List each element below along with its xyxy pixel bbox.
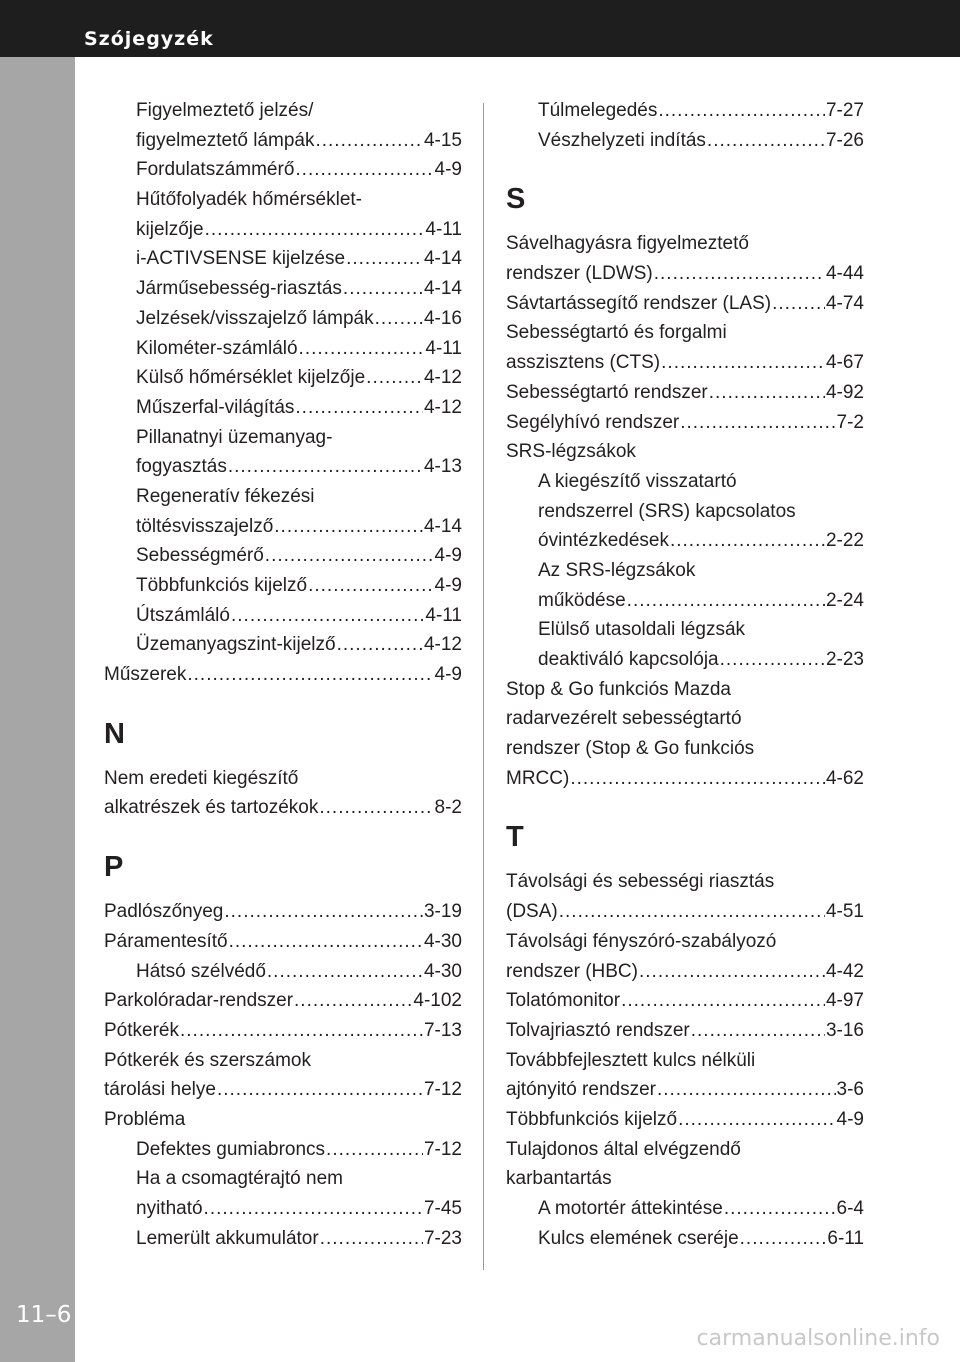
leader-dots (308, 571, 433, 601)
entry-text: Fordulatszámmérő (136, 159, 295, 181)
entry-text: Nem eredeti kiegészítő (104, 767, 299, 789)
entry-page-ref: 7-2 (836, 411, 864, 433)
index-entry (506, 348, 864, 378)
entry-text: Parkolóradar-rendszer (104, 990, 294, 1012)
index-subentry (104, 334, 462, 364)
header-bar (0, 0, 960, 57)
entry-text: Külső hőmérséklet kijelzője (136, 367, 366, 389)
index-column-left (104, 96, 462, 1253)
index-entry (506, 1075, 864, 1105)
index-subentry (506, 526, 864, 556)
entry-text: Műszerfal-világítás (136, 396, 295, 418)
entry-page-ref: 4-92 (825, 381, 864, 403)
index-entry (104, 927, 462, 957)
leader-dots (654, 259, 825, 289)
index-subentry (506, 1224, 864, 1254)
entry-text: Túlmelegedés (538, 100, 658, 121)
index-subentry (104, 1164, 462, 1194)
leader-dots (375, 304, 423, 334)
entry-page-ref: 7-12 (423, 1079, 462, 1101)
leader-dots (639, 957, 825, 987)
entry-text: Távolsági és sebességi riasztás (506, 871, 775, 893)
index-letter-heading: N (104, 717, 125, 750)
entry-text: Jelzések/visszajelző lámpák (136, 307, 374, 329)
entry-page-ref: 7-27 (825, 100, 864, 121)
index-subentry (104, 571, 462, 601)
leader-dots (740, 1224, 827, 1254)
entry-text: i-ACTIVSENSE kijelzése (136, 248, 346, 270)
entry-text: Elülső utasoldali légzsák (538, 619, 746, 641)
index-letter-heading: P (104, 851, 124, 884)
index-subentry (506, 586, 864, 616)
index-entry (506, 867, 864, 897)
entry-text: karbantartás (506, 1168, 612, 1190)
entry-page-ref: 4-62 (825, 767, 864, 789)
index-subentry (506, 615, 864, 645)
leader-dots (346, 244, 423, 274)
index-subentry (104, 215, 462, 245)
index-entry (506, 927, 864, 957)
entry-page-ref: 7-12 (423, 1138, 462, 1160)
leader-dots (204, 1194, 423, 1224)
leader-dots (229, 927, 423, 957)
leader-dots (709, 378, 825, 408)
index-subentry (104, 541, 462, 571)
index-subentry (104, 244, 462, 274)
entry-page-ref: 4-15 (423, 129, 462, 151)
entry-page-ref: 7-26 (825, 129, 864, 151)
index-entry (506, 1046, 864, 1076)
entry-text: Pillanatnyi üzemanyag- (136, 426, 333, 448)
index-subentry (506, 556, 864, 586)
leader-dots (205, 215, 425, 245)
entry-text: Páramentesítő (104, 930, 228, 952)
entry-page-ref: 4-9 (434, 159, 462, 181)
column-divider (483, 103, 484, 1270)
leader-dots (231, 601, 424, 631)
index-entry (506, 1135, 864, 1165)
entry-text: Lemerült akkumulátor (136, 1227, 319, 1249)
index-entry (104, 764, 462, 794)
entry-page-ref: 4-9 (434, 664, 462, 686)
index-subentry (104, 185, 462, 215)
entry-text: Sávelhagyásra figyelmeztető (506, 233, 749, 255)
index-entry (506, 897, 864, 927)
entry-page-ref: 3-19 (423, 901, 462, 923)
leader-dots (217, 1075, 423, 1105)
index-entry (104, 1075, 462, 1105)
entry-text: tárolási helye (104, 1079, 216, 1101)
index-subentry (104, 126, 462, 156)
entry-page-ref: 4-42 (825, 960, 864, 982)
entry-text: (DSA) (506, 901, 558, 923)
leader-dots (720, 645, 825, 675)
index-entry (104, 986, 462, 1016)
entry-text: rendszer (HBC) (506, 960, 638, 982)
entry-text: Útszámláló (136, 604, 230, 626)
leader-dots (680, 408, 835, 438)
index-entry (506, 986, 864, 1016)
entry-text: Sebességtartó és forgalmi (506, 322, 727, 344)
leader-dots (180, 1016, 423, 1046)
entry-page-ref: 6-4 (836, 1198, 864, 1219)
entry-text: A motortér áttekintése (538, 1198, 723, 1219)
index-subentry (104, 630, 462, 660)
entry-page-ref: 4-14 (423, 248, 462, 270)
index-entry (506, 1016, 864, 1046)
entry-text: működése (538, 589, 626, 611)
index-entry (506, 1164, 864, 1194)
index-entry (506, 675, 864, 705)
entry-text: Sávtartássegítő rendszer (LAS) (506, 292, 772, 314)
entry-text: Üzemanyagszint-kijelző (136, 634, 336, 656)
index-subentry (506, 126, 864, 156)
leader-dots (772, 289, 825, 319)
index-subentry (104, 304, 462, 334)
index-subentry (104, 423, 462, 453)
index-subentry (104, 957, 462, 987)
page-number: 11–6 (16, 1302, 72, 1328)
entry-text: Probléma (104, 1108, 186, 1130)
index-subentry (104, 155, 462, 185)
entry-text: Kilométer-számláló (136, 337, 298, 359)
entry-page-ref: 4-74 (825, 292, 864, 314)
leader-dots (691, 1016, 825, 1046)
entry-page-ref: 4-16 (423, 307, 462, 329)
entry-page-ref: 4-97 (825, 990, 864, 1012)
entry-page-ref: 4-14 (423, 515, 462, 537)
entry-text: Távolsági fényszóró-szabályozó (506, 930, 777, 952)
entry-page-ref: 7-23 (423, 1227, 462, 1249)
index-entry (104, 1105, 462, 1135)
leader-dots (343, 274, 423, 304)
entry-page-ref: 4-9 (434, 575, 462, 596)
index-letter-heading: T (506, 821, 524, 854)
entry-text: kijelzője (136, 218, 204, 240)
entry-text: SRS-légzsákok (506, 441, 636, 463)
entry-text: Műszerek (104, 664, 187, 686)
section-title: Szójegyzék (84, 28, 214, 50)
watermark: carmanualsonline.info (696, 1326, 940, 1351)
entry-page-ref: 4-14 (423, 278, 462, 300)
entry-page-ref: 4-12 (423, 634, 462, 656)
entry-text: radarvezérelt sebességtartó (506, 708, 742, 730)
leader-dots (670, 526, 825, 556)
leader-dots (187, 660, 433, 690)
leader-dots (658, 96, 825, 126)
leader-dots (627, 586, 825, 616)
entry-page-ref: 4-30 (423, 930, 462, 952)
leader-dots (295, 155, 433, 185)
entry-text: asszisztens (CTS) (506, 352, 661, 374)
leader-dots (621, 986, 825, 1016)
index-entry (506, 318, 864, 348)
entry-page-ref: 8-2 (434, 797, 462, 819)
index-subentry (104, 512, 462, 542)
entry-text: Regeneratív fékezési (136, 485, 315, 507)
entry-page-ref: 4-51 (825, 901, 864, 923)
index-entry (506, 764, 864, 794)
entry-text: rendszer (LDWS) (506, 263, 653, 285)
index-subentry (104, 1224, 462, 1254)
leader-dots (267, 957, 423, 987)
side-tab (0, 57, 75, 1362)
entry-page-ref: 3-6 (836, 1079, 864, 1101)
entry-text: Ha a csomagtérajtó nem (136, 1168, 343, 1190)
entry-text: MRCC) (506, 767, 570, 789)
index-subentry (104, 452, 462, 482)
entry-page-ref: 6-11 (827, 1227, 864, 1249)
entry-page-ref: 4-11 (425, 337, 462, 359)
entry-page-ref: 7-45 (423, 1198, 462, 1219)
leader-dots (707, 126, 825, 156)
leader-dots (570, 764, 825, 794)
entry-text: Többfunkciós kijelző (506, 1108, 678, 1130)
index-column-right (506, 96, 864, 1253)
index-entry (506, 289, 864, 319)
index-entry (506, 259, 864, 289)
index-entry (506, 408, 864, 438)
entry-text: ajtónyitó rendszer (506, 1079, 656, 1101)
leader-dots (724, 1194, 836, 1224)
entry-text: fogyasztás (136, 456, 227, 478)
leader-dots (559, 897, 825, 927)
leader-dots (265, 541, 434, 571)
entry-text: Továbbfejlesztett kulcs nélküli (506, 1049, 756, 1071)
index-entry (506, 378, 864, 408)
leader-dots (299, 334, 425, 364)
index-entry (104, 660, 462, 690)
entry-text: Pótkerék (104, 1019, 179, 1041)
leader-dots (657, 1075, 836, 1105)
entry-text: rendszer (Stop & Go funkciós (506, 738, 755, 760)
entry-text: A kiegészítő visszatartó (538, 470, 737, 492)
leader-dots (224, 897, 423, 927)
entry-page-ref: 7-13 (423, 1019, 462, 1041)
leader-dots (678, 1105, 835, 1135)
entry-text: Padlószőnyeg (104, 901, 224, 923)
leader-dots (319, 793, 433, 823)
leader-dots (315, 126, 423, 156)
entry-text: óvintézkedések (538, 530, 669, 552)
entry-page-ref: 2-22 (825, 530, 864, 552)
entry-page-ref: 4-9 (836, 1108, 864, 1130)
index-entry (506, 437, 864, 467)
leader-dots (274, 512, 423, 542)
index-subentry (506, 645, 864, 675)
entry-text: nyitható (136, 1198, 203, 1219)
leader-dots (337, 630, 423, 660)
entry-page-ref: 4-67 (825, 352, 864, 374)
entry-text: Sebességmérő (136, 545, 264, 567)
index-entry (104, 793, 462, 823)
entry-page-ref: 3-16 (825, 1019, 864, 1041)
leader-dots (661, 348, 825, 378)
entry-page-ref: 2-23 (825, 649, 864, 670)
index-entry (104, 1046, 462, 1076)
index-letter-heading: S (506, 183, 526, 216)
index-subentry (104, 601, 462, 631)
index-entry (506, 704, 864, 734)
entry-page-ref: 4-9 (434, 545, 462, 567)
index-subentry (104, 274, 462, 304)
entry-text: figyelmeztető lámpák (136, 129, 315, 151)
entry-text: Tulajdonos által elvégzendő (506, 1138, 741, 1160)
index-subentry (506, 497, 864, 527)
index-entry (506, 957, 864, 987)
entry-text: rendszerrel (SRS) kapcsolatos (538, 500, 796, 522)
leader-dots (320, 1224, 423, 1254)
index-subentry (104, 363, 462, 393)
entry-text: Segélyhívó rendszer (506, 411, 680, 433)
index-subentry (104, 1135, 462, 1165)
index-subentry (506, 1194, 864, 1224)
entry-page-ref: 4-12 (423, 396, 462, 418)
leader-dots (326, 1135, 423, 1165)
entry-text: Kulcs elemének cseréje (538, 1227, 739, 1249)
entry-text: Járműsebesség-riasztás (136, 278, 342, 300)
index-entry (104, 1016, 462, 1046)
entry-page-ref: 4-11 (425, 218, 462, 240)
index-entry (506, 229, 864, 259)
entry-text: töltésvisszajelző (136, 515, 274, 537)
entry-text: Sebességtartó rendszer (506, 381, 708, 403)
index-entry (506, 734, 864, 764)
index-entry (104, 897, 462, 927)
entry-text: Pótkerék és szerszámok (104, 1049, 311, 1071)
index-subentry (104, 482, 462, 512)
entry-page-ref: 4-44 (825, 263, 864, 285)
leader-dots (228, 452, 423, 482)
leader-dots (294, 986, 412, 1016)
entry-text: Hűtőfolyadék hőmérséklet- (136, 189, 362, 211)
entry-text: Figyelmeztető jelzés/ (136, 100, 314, 121)
index-subentry (104, 96, 462, 126)
entry-text: Többfunkciós kijelző (136, 575, 308, 596)
entry-text: alkatrészek és tartozékok (104, 797, 319, 819)
entry-text: Vészhelyzeti indítás (538, 129, 706, 151)
index-subentry (104, 1194, 462, 1224)
entry-text: Defektes gumiabroncs (136, 1138, 326, 1160)
entry-page-ref: 4-12 (423, 367, 462, 389)
index-subentry (506, 96, 864, 126)
entry-text: Tolatómonitor (506, 990, 621, 1012)
entry-text: deaktiváló kapcsolója (538, 649, 719, 670)
entry-page-ref: 4-102 (413, 990, 462, 1012)
entry-text: Hátsó szélvédő (136, 960, 266, 982)
entry-page-ref: 2-24 (825, 589, 864, 611)
leader-dots (295, 393, 423, 423)
entry-page-ref: 4-30 (423, 960, 462, 982)
index-subentry (506, 467, 864, 497)
index-subentry (104, 393, 462, 423)
index-entry (506, 1105, 864, 1135)
entry-text: Tolvajriasztó rendszer (506, 1019, 690, 1041)
entry-page-ref: 4-11 (425, 604, 462, 626)
leader-dots (366, 363, 423, 393)
entry-text: Az SRS-légzsákok (538, 559, 696, 581)
entry-text: Stop & Go funkciós Mazda (506, 678, 731, 700)
entry-page-ref: 4-13 (423, 456, 462, 478)
